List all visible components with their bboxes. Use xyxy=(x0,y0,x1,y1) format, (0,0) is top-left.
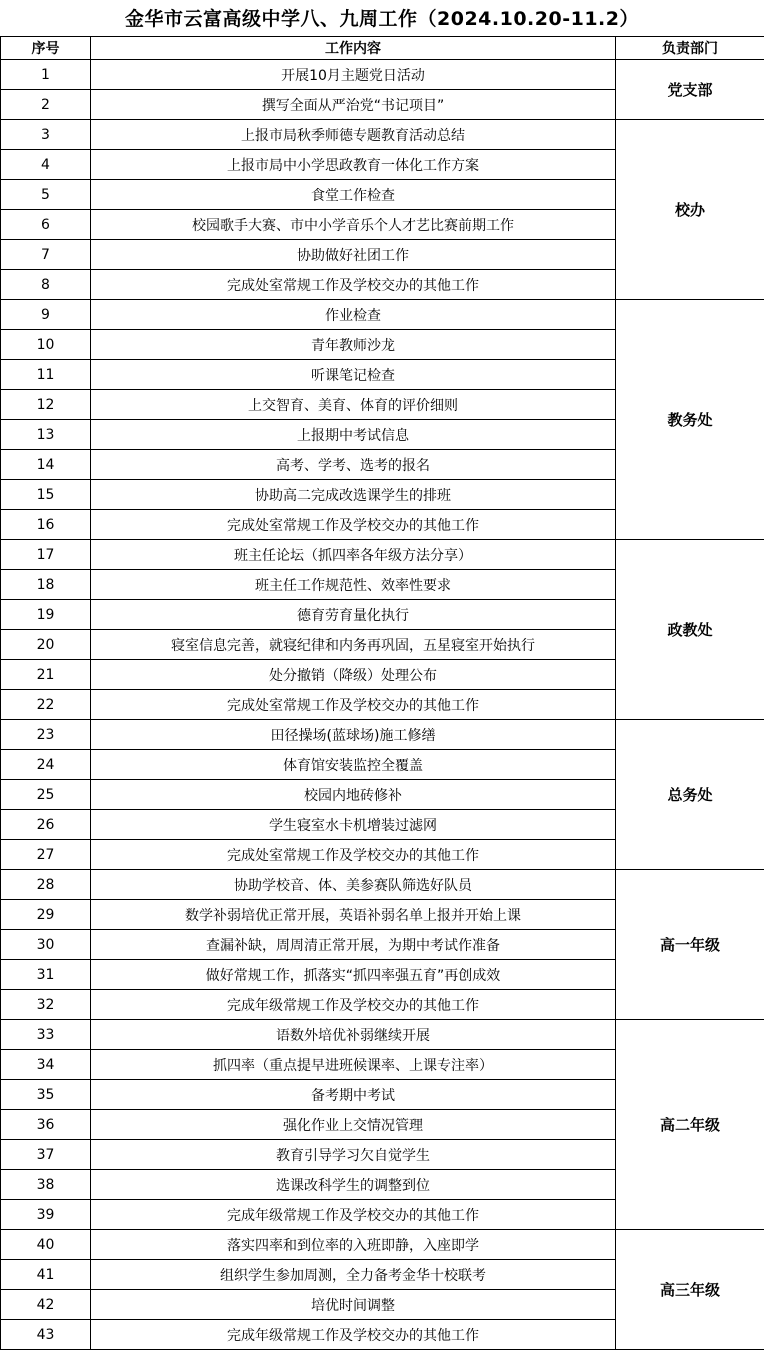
table-body xyxy=(1,60,764,1350)
row-content: 语数外培优补弱继续开展 xyxy=(91,1020,616,1050)
row-content: 完成处室常规工作及学校交办的其他工作 xyxy=(91,840,616,870)
row-content: 备考期中考试 xyxy=(91,1080,616,1110)
row-index: 25 xyxy=(1,780,91,810)
department-cell: 校办 xyxy=(616,120,764,300)
row-content: 上报期中考试信息 xyxy=(91,420,616,450)
row-content: 寝室信息完善，就寝纪律和内务再巩固，五星寝室开始执行 xyxy=(91,630,616,660)
page-title: 金华市云富高级中学八、九周工作（2024.10.20-11.2） xyxy=(125,8,639,30)
table-row xyxy=(1,1230,764,1260)
row-content: 青年教师沙龙 xyxy=(91,330,616,360)
row-content: 校园内地砖修补 xyxy=(91,780,616,810)
row-content: 班主任论坛（抓四率各年级方法分享） xyxy=(91,540,616,570)
row-index: 13 xyxy=(1,420,91,450)
row-index: 11 xyxy=(1,360,91,390)
row-content: 德育劳育量化执行 xyxy=(91,600,616,630)
department-cell: 党支部 xyxy=(616,60,764,120)
row-content: 撰写全面从严治党“书记项目” xyxy=(91,90,616,120)
row-index: 1 xyxy=(1,60,91,90)
row-index: 29 xyxy=(1,900,91,930)
row-content: 完成年级常规工作及学校交办的其他工作 xyxy=(91,990,616,1020)
row-content: 上交智育、美育、体育的评价细则 xyxy=(91,390,616,420)
header-department: 负责部门 xyxy=(616,37,764,60)
row-content: 落实四率和到位率的入班即静，入座即学 xyxy=(91,1230,616,1260)
row-index: 41 xyxy=(1,1260,91,1290)
row-index: 28 xyxy=(1,870,91,900)
row-index: 31 xyxy=(1,960,91,990)
row-index: 38 xyxy=(1,1170,91,1200)
row-content: 处分撤销（降级）处理公布 xyxy=(91,660,616,690)
row-index: 15 xyxy=(1,480,91,510)
header-index: 序号 xyxy=(1,37,91,60)
row-index: 4 xyxy=(1,150,91,180)
row-index: 23 xyxy=(1,720,91,750)
row-content: 听课笔记检查 xyxy=(91,360,616,390)
row-index: 42 xyxy=(1,1290,91,1320)
row-content: 完成年级常规工作及学校交办的其他工作 xyxy=(91,1200,616,1230)
row-index: 17 xyxy=(1,540,91,570)
row-content: 上报市局秋季师德专题教育活动总结 xyxy=(91,120,616,150)
row-index: 6 xyxy=(1,210,91,240)
row-index: 35 xyxy=(1,1080,91,1110)
row-index: 21 xyxy=(1,660,91,690)
row-index: 19 xyxy=(1,600,91,630)
row-content: 协助学校音、体、美参赛队筛选好队员 xyxy=(91,870,616,900)
row-content: 高考、学考、选考的报名 xyxy=(91,450,616,480)
table-row xyxy=(1,540,764,570)
row-index: 32 xyxy=(1,990,91,1020)
table-row xyxy=(1,120,764,150)
row-index: 24 xyxy=(1,750,91,780)
row-index: 40 xyxy=(1,1230,91,1260)
row-index: 27 xyxy=(1,840,91,870)
row-index: 43 xyxy=(1,1320,91,1350)
row-content: 协助高二完成改选课学生的排班 xyxy=(91,480,616,510)
row-content: 教育引导学习欠自觉学生 xyxy=(91,1140,616,1170)
row-content: 食堂工作检查 xyxy=(91,180,616,210)
row-index: 36 xyxy=(1,1110,91,1140)
row-content: 强化作业上交情况管理 xyxy=(91,1110,616,1140)
row-content: 完成处室常规工作及学校交办的其他工作 xyxy=(91,270,616,300)
table-row xyxy=(1,300,764,330)
row-content: 田径操场(蓝球场)施工修缮 xyxy=(91,720,616,750)
row-index: 30 xyxy=(1,930,91,960)
table-row xyxy=(1,60,764,90)
row-index: 9 xyxy=(1,300,91,330)
department-cell: 高三年级 xyxy=(616,1230,764,1350)
row-content: 学生寝室水卡机增装过滤网 xyxy=(91,810,616,840)
row-content: 完成年级常规工作及学校交办的其他工作 xyxy=(91,1320,616,1350)
row-content: 上报市局中小学思政教育一体化工作方案 xyxy=(91,150,616,180)
row-index: 37 xyxy=(1,1140,91,1170)
row-index: 18 xyxy=(1,570,91,600)
department-cell: 高二年级 xyxy=(616,1020,764,1230)
work-schedule-table xyxy=(0,36,764,1350)
row-index: 2 xyxy=(1,90,91,120)
row-content: 数学补弱培优正常开展，英语补弱名单上报并开始上课 xyxy=(91,900,616,930)
row-content: 班主任工作规范性、效率性要求 xyxy=(91,570,616,600)
row-index: 14 xyxy=(1,450,91,480)
row-index: 3 xyxy=(1,120,91,150)
row-content: 抓四率（重点提早进班候课率、上课专注率） xyxy=(91,1050,616,1080)
row-index: 16 xyxy=(1,510,91,540)
row-content: 校园歌手大赛、市中小学音乐个人才艺比赛前期工作 xyxy=(91,210,616,240)
row-index: 5 xyxy=(1,180,91,210)
row-content: 完成处室常规工作及学校交办的其他工作 xyxy=(91,510,616,540)
department-cell: 教务处 xyxy=(616,300,764,540)
row-content: 完成处室常规工作及学校交办的其他工作 xyxy=(91,690,616,720)
row-content: 做好常规工作，抓落实“抓四率强五育”再创成效 xyxy=(91,960,616,990)
row-index: 33 xyxy=(1,1020,91,1050)
department-cell: 政教处 xyxy=(616,540,764,720)
row-index: 7 xyxy=(1,240,91,270)
row-index: 8 xyxy=(1,270,91,300)
row-index: 10 xyxy=(1,330,91,360)
row-content: 开展10月主题党日活动 xyxy=(91,60,616,90)
row-index: 20 xyxy=(1,630,91,660)
department-cell: 高一年级 xyxy=(616,870,764,1020)
row-index: 12 xyxy=(1,390,91,420)
row-content: 培优时间调整 xyxy=(91,1290,616,1320)
row-content: 组织学生参加周测，全力备考金华十校联考 xyxy=(91,1260,616,1290)
row-content: 协助做好社团工作 xyxy=(91,240,616,270)
row-index: 39 xyxy=(1,1200,91,1230)
table-row xyxy=(1,1020,764,1050)
row-index: 22 xyxy=(1,690,91,720)
row-index: 26 xyxy=(1,810,91,840)
row-index: 34 xyxy=(1,1050,91,1080)
row-content: 选课改科学生的调整到位 xyxy=(91,1170,616,1200)
row-content: 查漏补缺，周周清正常开展，为期中考试作准备 xyxy=(91,930,616,960)
row-content: 作业检查 xyxy=(91,300,616,330)
department-cell: 总务处 xyxy=(616,720,764,870)
header-content: 工作内容 xyxy=(91,37,616,60)
table-row xyxy=(1,870,764,900)
table-row xyxy=(1,720,764,750)
row-content: 体育馆安装监控全覆盖 xyxy=(91,750,616,780)
header-row xyxy=(1,37,764,60)
